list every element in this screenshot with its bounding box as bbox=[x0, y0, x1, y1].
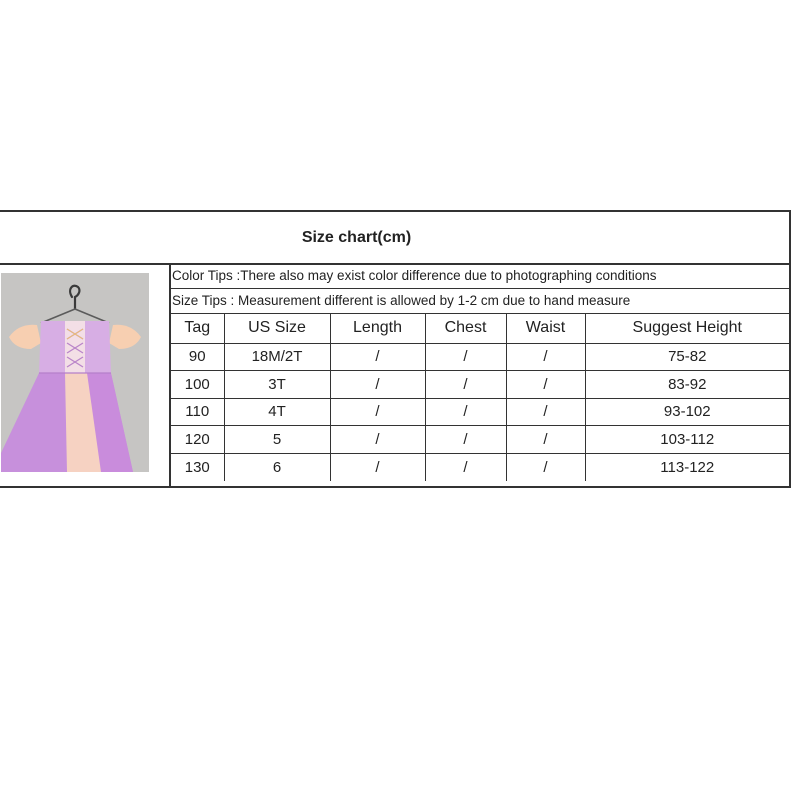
size-tips: Size Tips : Measurement different is allowed by 1-2 cm due to hand measure bbox=[171, 289, 789, 314]
waist-cell: / bbox=[506, 453, 585, 481]
column-header-length: Length bbox=[330, 314, 425, 343]
suggest-height-cell: 113-122 bbox=[585, 453, 789, 481]
length-cell: / bbox=[330, 453, 425, 481]
waist-cell: / bbox=[506, 343, 585, 371]
length-cell: / bbox=[330, 398, 425, 426]
tag-cell: 90 bbox=[171, 343, 224, 371]
suggest-height-cell: 103-112 bbox=[585, 426, 789, 454]
table-row bbox=[171, 343, 789, 371]
table-row bbox=[171, 426, 789, 454]
color-tips: Color Tips :There also may exist color difference due to photographing conditions bbox=[171, 263, 789, 289]
suggest-height-cell: 75-82 bbox=[585, 343, 789, 371]
dress-on-hanger-photo-icon bbox=[1, 273, 149, 472]
column-header-chest: Chest bbox=[425, 314, 506, 343]
chest-cell: / bbox=[425, 343, 506, 371]
dress-product-photo bbox=[1, 273, 149, 472]
us-size-cell: 3T bbox=[224, 371, 330, 399]
length-cell: / bbox=[330, 343, 425, 371]
us-size-cell: 4T bbox=[224, 398, 330, 426]
chest-cell: / bbox=[425, 398, 506, 426]
chest-cell: / bbox=[425, 426, 506, 454]
waist-cell: / bbox=[506, 371, 585, 399]
column-header-us-size: US Size bbox=[224, 314, 330, 343]
us-size-cell: 5 bbox=[224, 426, 330, 454]
chest-cell: / bbox=[425, 453, 506, 481]
us-size-cell: 6 bbox=[224, 453, 330, 481]
size-info-area bbox=[171, 263, 789, 486]
length-cell: / bbox=[330, 371, 425, 399]
chest-cell: / bbox=[425, 371, 506, 399]
size-chart-title-row bbox=[0, 212, 789, 265]
table-row bbox=[171, 453, 789, 481]
column-header-suggest-height: Suggest Height bbox=[585, 314, 789, 343]
tag-cell: 100 bbox=[171, 371, 224, 399]
column-header-waist: Waist bbox=[506, 314, 585, 343]
waist-cell: / bbox=[506, 398, 585, 426]
us-size-cell: 18M/2T bbox=[224, 343, 330, 371]
tag-cell: 130 bbox=[184, 458, 210, 476]
suggest-height-cell: 93-102 bbox=[585, 398, 789, 426]
length-cell: / bbox=[330, 426, 425, 454]
size-chart-table bbox=[0, 210, 791, 488]
waist-cell: / bbox=[506, 426, 585, 454]
tag-cell: 120 bbox=[171, 426, 224, 454]
suggest-height-cell: 83-92 bbox=[585, 371, 789, 399]
table-row bbox=[171, 398, 789, 426]
tag-cell: 110 bbox=[171, 398, 224, 426]
column-header-tag: Tag bbox=[171, 314, 224, 343]
size-chart-title: Size chart(cm) bbox=[301, 228, 412, 246]
product-image-cell bbox=[0, 263, 171, 486]
table-header-row bbox=[171, 314, 789, 343]
size-measurement-table bbox=[171, 314, 789, 481]
table-row bbox=[171, 371, 789, 399]
